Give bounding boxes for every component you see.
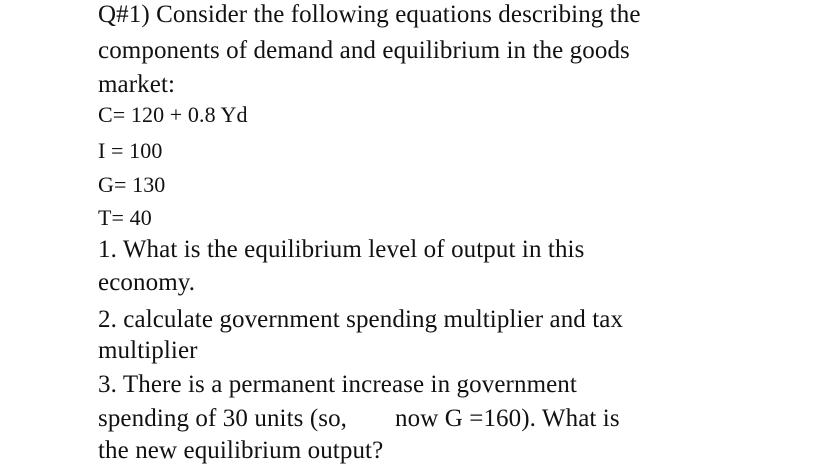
item-3-line-2-continuation: now G =160). What is (395, 405, 620, 432)
equation-government-spending: G= 130 (98, 172, 166, 197)
equation-consumption: C= 120 + 0.8 Yd (98, 102, 248, 127)
item-3-line-2 (98, 404, 620, 434)
item-2-line-2: multiplier (98, 337, 198, 364)
equation-investment: I = 100 (98, 138, 163, 163)
item-3-line-1: 3. There is a permanent increase in government (98, 371, 577, 398)
item-3-line-3: the new equilibrium output? (98, 437, 384, 464)
item-1-line-1: 1. What is the equilibrium level of output in this (98, 236, 585, 263)
equation-taxes: T= 40 (98, 205, 152, 230)
item-1-line-2: economy. (98, 269, 196, 296)
item-3-line-2-start: spending of 30 units (so, (98, 405, 348, 432)
question-title-line-2: components of demand and equilibrium in the goods (98, 37, 630, 64)
item-2-line-1: 2. calculate government spending multiplier and tax (98, 306, 624, 333)
question-title-line-1: Q#1) Consider the following equations describing the (98, 1, 641, 28)
question-title-line-3: market: (98, 71, 176, 98)
